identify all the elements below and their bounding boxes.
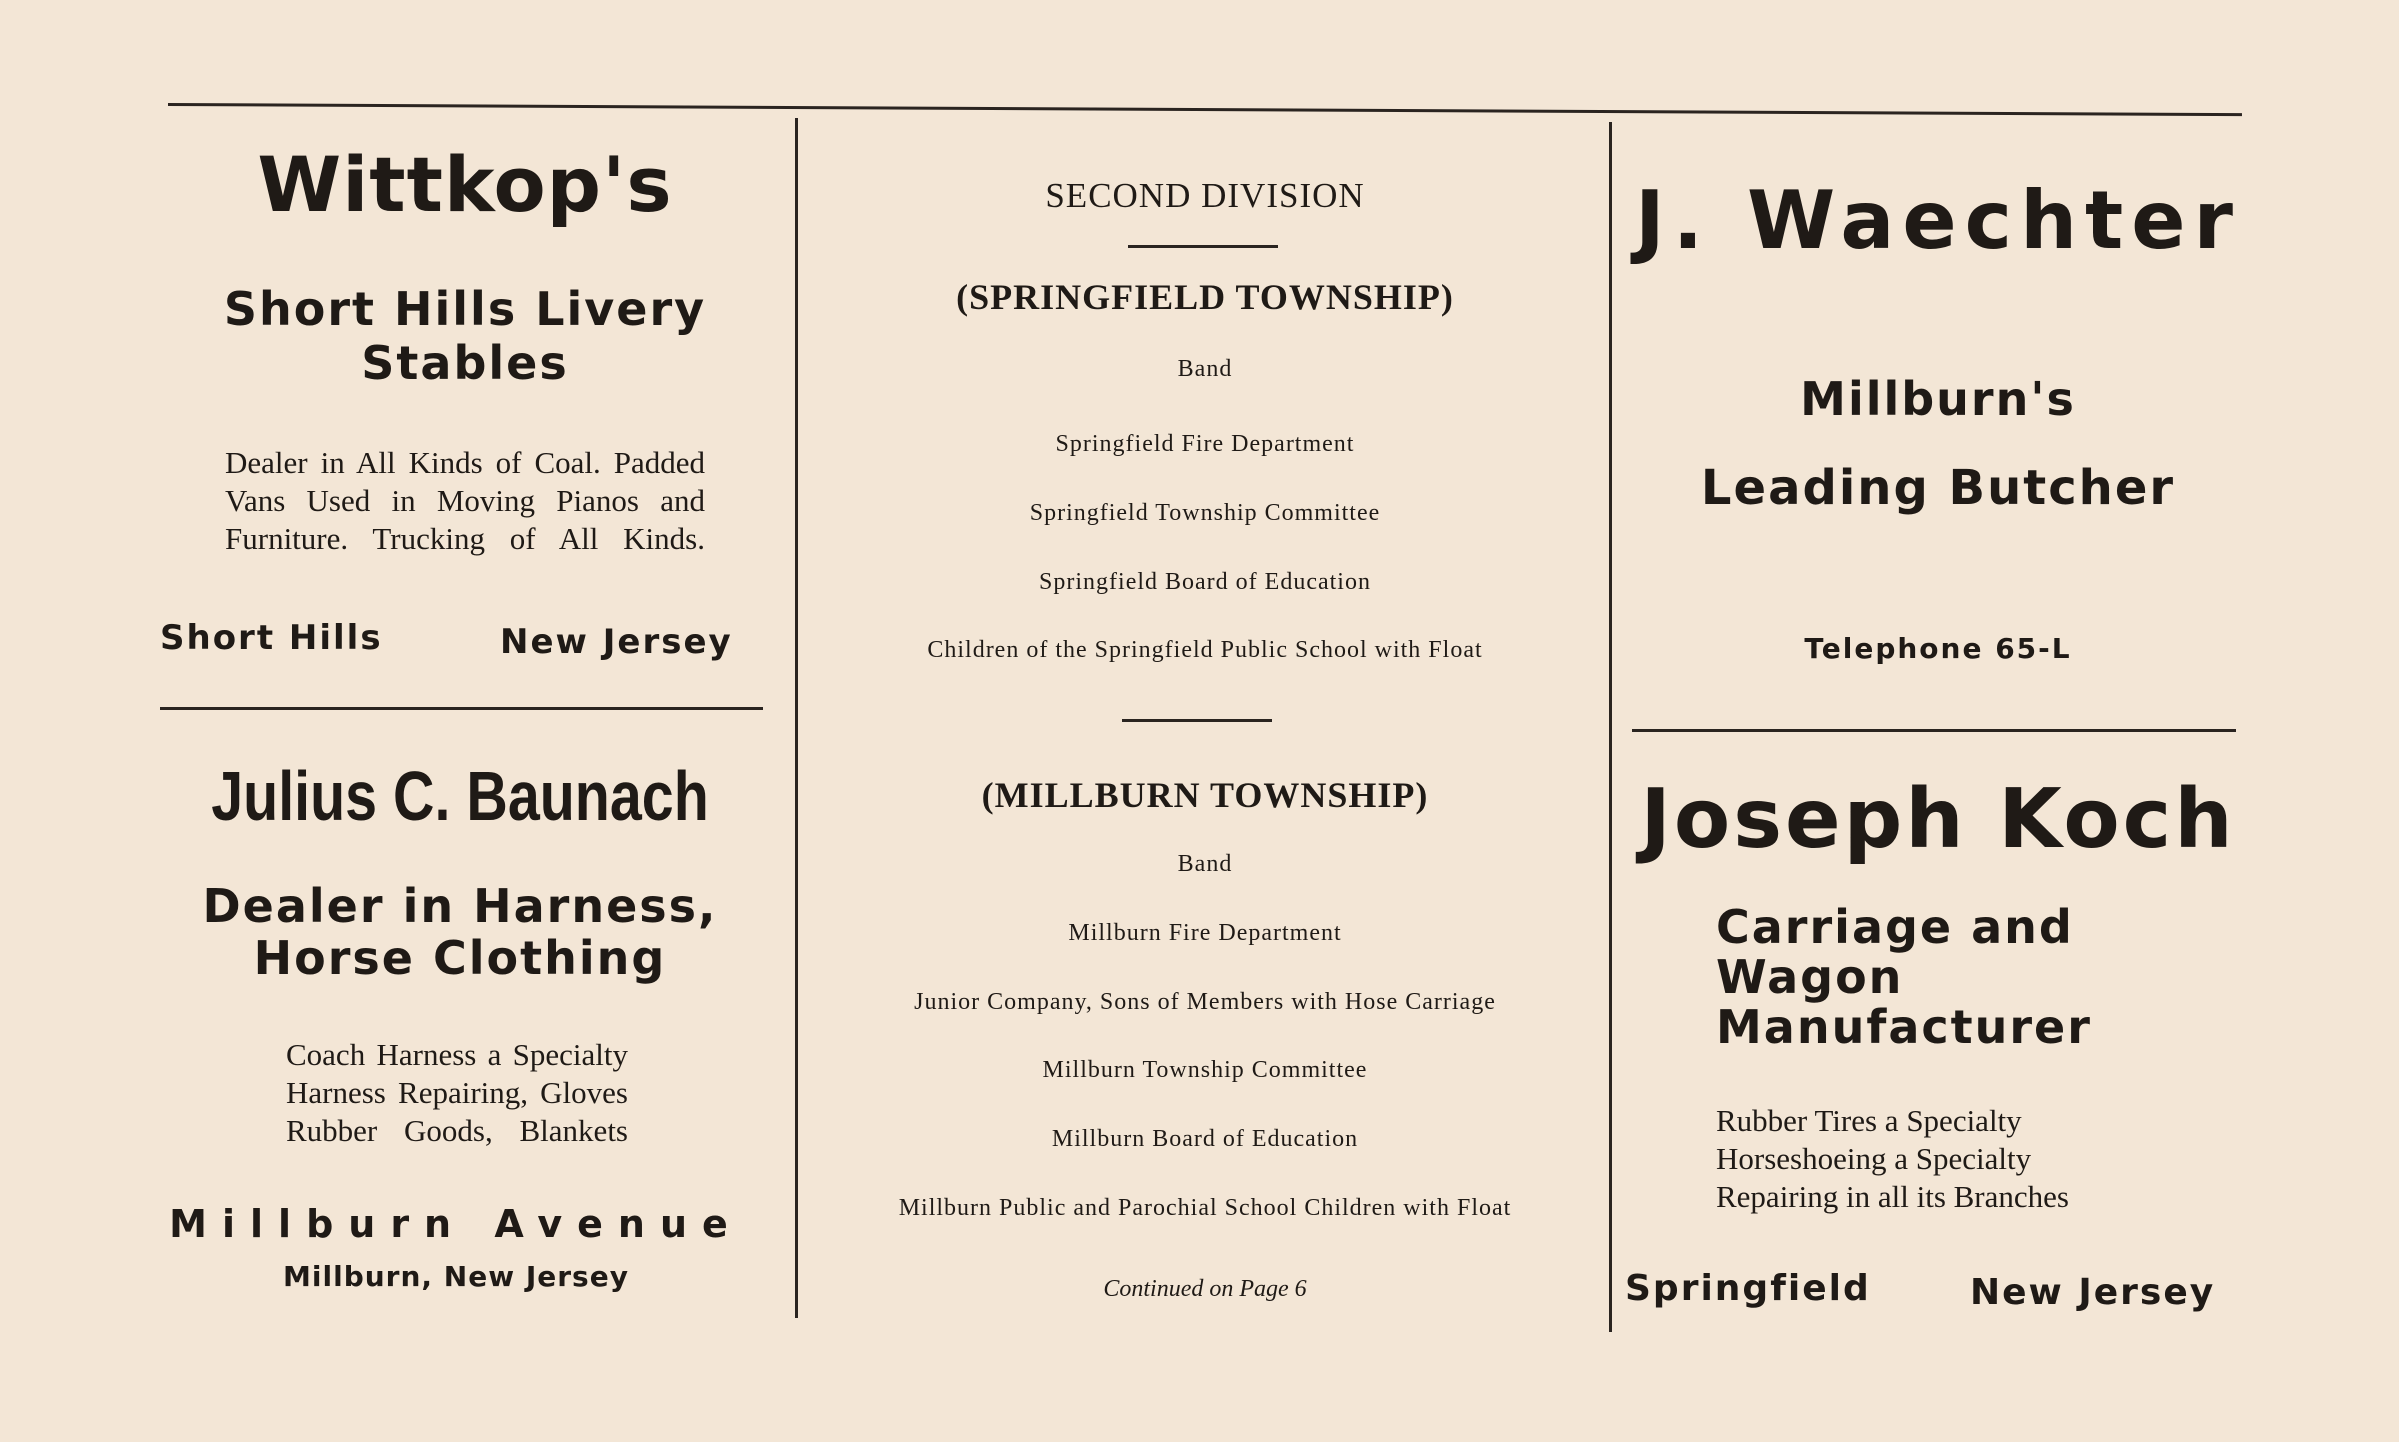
millburn-item: Band xyxy=(1177,851,1233,877)
wittkop-ad-town: Short Hills xyxy=(160,618,383,658)
millburn-item: Millburn Township Committee xyxy=(1042,1057,1368,1083)
millburn-item: Millburn Fire Department xyxy=(1068,920,1342,946)
column-divider-left xyxy=(795,118,798,1318)
springfield-item: Band xyxy=(1177,356,1233,382)
wittkop-ad-name: Wittkop's xyxy=(257,140,673,229)
millburn-item: Millburn Board of Education xyxy=(1051,1126,1359,1152)
baunach-ad-city: Millburn, New Jersey xyxy=(283,1260,629,1293)
right-ad-divider xyxy=(1632,729,2236,732)
wittkop-ad-description xyxy=(225,444,705,558)
koch-tagline-line: Wagon xyxy=(1716,950,1904,1004)
description-line: Harness Repairing, Gloves xyxy=(286,1075,628,1110)
left-ad-divider xyxy=(160,707,763,710)
baunach-ad-tagline xyxy=(140,880,780,984)
waechter-tagline-line1: Millburn's xyxy=(1800,372,2076,426)
springfield-item: Springfield Fire Department xyxy=(1055,431,1355,457)
continued-note: Continued on Page 6 xyxy=(1103,1276,1307,1302)
koch-ad-state: New Jersey xyxy=(1970,1272,2216,1313)
koch-ad-description xyxy=(1716,1102,2076,1216)
wittkop-ad-tagline xyxy=(150,282,780,390)
description-line: Horseshoeing a Specialty xyxy=(1716,1141,2032,1176)
baunach-tagline-line1: Dealer in Harness, xyxy=(202,879,718,933)
column-divider-right xyxy=(1609,122,1612,1332)
description-line: Furniture. Trucking of All Kinds. xyxy=(225,521,705,556)
baunach-ad-description xyxy=(286,1036,628,1150)
description-line: Vans Used in Moving Pianos and xyxy=(225,483,705,518)
description-line: Rubber Goods, Blankets xyxy=(286,1113,628,1148)
springfield-item: Springfield Board of Education xyxy=(1039,569,1371,595)
koch-ad-tagline xyxy=(1716,902,2256,1052)
koch-tagline-line: Carriage and xyxy=(1716,900,2074,954)
waechter-tagline-line2: Leading Butcher xyxy=(1700,460,2176,516)
millburn-item: Junior Company, Sons of Members with Hose Carriage xyxy=(914,989,1496,1015)
waechter-ad-name: J. Waechter xyxy=(1635,174,2241,267)
description-line: Coach Harness a Specialty xyxy=(286,1037,628,1072)
wittkop-tagline-line1: Short Hills Livery xyxy=(223,282,707,336)
springfield-item: Springfield Township Committee xyxy=(1029,500,1381,526)
springfield-item: Children of the Springfield Public School with Float xyxy=(927,637,1483,663)
koch-ad-town: Springfield xyxy=(1625,1268,1871,1309)
wittkop-ad-state: New Jersey xyxy=(500,622,733,662)
section-rule xyxy=(1128,245,1278,248)
baunach-ad-name: Julius C. Baunach xyxy=(211,757,709,835)
baunach-ad-street: Millburn Avenue xyxy=(169,1202,743,1246)
wittkop-tagline-line2: Stables xyxy=(361,336,569,390)
description-line: Dealer in All Kinds of Coal. Padded xyxy=(225,445,705,480)
koch-tagline-line: Manufacturer xyxy=(1716,1000,2092,1054)
millburn-heading: (MILLBURN TOWNSHIP) xyxy=(981,775,1429,815)
baunach-tagline-line2: Horse Clothing xyxy=(253,931,667,985)
waechter-phone: Telephone 65-L xyxy=(1804,632,2072,665)
division-title: SECOND DIVISION xyxy=(1045,176,1365,215)
top-rule xyxy=(168,103,2242,116)
description-line: Rubber Tires a Specialty xyxy=(1716,1103,2022,1138)
springfield-heading: (SPRINGFIELD TOWNSHIP) xyxy=(956,277,1454,317)
description-line: Repairing in all its Branches xyxy=(1716,1179,2069,1214)
millburn-item: Millburn Public and Parochial School Children with Float xyxy=(898,1195,1512,1221)
koch-ad-name: Joseph Koch xyxy=(1640,772,2236,867)
section-rule xyxy=(1122,719,1272,722)
